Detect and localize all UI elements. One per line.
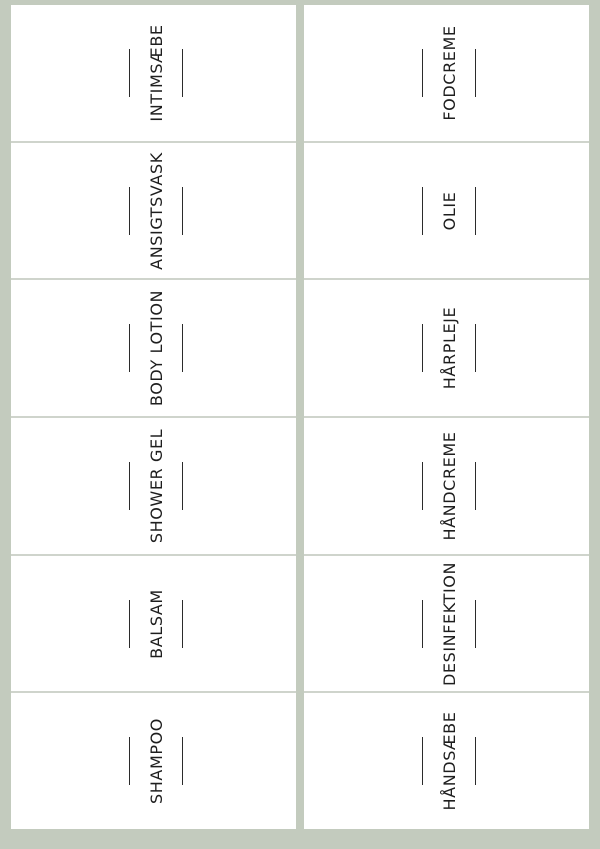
label-text: HÅRPLEJE: [440, 306, 459, 390]
label-column-left: [11, 5, 296, 829]
decorative-rule: [422, 600, 423, 648]
decorative-rule: [182, 462, 183, 510]
decorative-rule: [182, 737, 183, 785]
label-card: [304, 141, 589, 279]
decorative-rule: [182, 324, 183, 372]
label-text: HÅNDCREME: [440, 431, 459, 541]
label-card: [11, 554, 296, 692]
label-card: [11, 278, 296, 416]
decorative-rule: [129, 324, 130, 372]
label-card: [304, 691, 589, 829]
label-text: BALSAM: [147, 588, 166, 659]
label-text: INTIMSÆBE: [147, 24, 166, 122]
decorative-rule: [422, 187, 423, 235]
decorative-rule: [475, 49, 476, 97]
decorative-rule: [475, 737, 476, 785]
label-text: SHAMPOO: [147, 718, 166, 805]
label-text: BODY LOTION: [147, 290, 166, 407]
decorative-rule: [475, 324, 476, 372]
decorative-rule: [475, 187, 476, 235]
decorative-rule: [129, 600, 130, 648]
label-card: [304, 554, 589, 692]
label-card: [11, 416, 296, 554]
decorative-rule: [422, 49, 423, 97]
label-text: ANSIGTSVASK: [147, 151, 166, 270]
decorative-rule: [182, 600, 183, 648]
label-text: SHOWER GEL: [147, 428, 166, 544]
decorative-rule: [129, 462, 130, 510]
label-card: [11, 5, 296, 141]
label-card: [11, 691, 296, 829]
decorative-rule: [422, 737, 423, 785]
label-text: FODCREME: [440, 25, 459, 121]
label-card: [304, 278, 589, 416]
label-column-right: [304, 5, 589, 829]
label-card: [11, 141, 296, 279]
label-text: OLIE: [440, 191, 459, 230]
decorative-rule: [422, 324, 423, 372]
decorative-rule: [475, 462, 476, 510]
decorative-rule: [422, 462, 423, 510]
label-text: HÅNDSÆBE: [440, 711, 459, 811]
label-text: DESINFEKTION: [440, 561, 459, 686]
label-card: [304, 416, 589, 554]
decorative-rule: [182, 187, 183, 235]
decorative-rule: [182, 49, 183, 97]
label-card: [304, 5, 589, 141]
decorative-rule: [475, 600, 476, 648]
decorative-rule: [129, 49, 130, 97]
decorative-rule: [129, 737, 130, 785]
decorative-rule: [129, 187, 130, 235]
